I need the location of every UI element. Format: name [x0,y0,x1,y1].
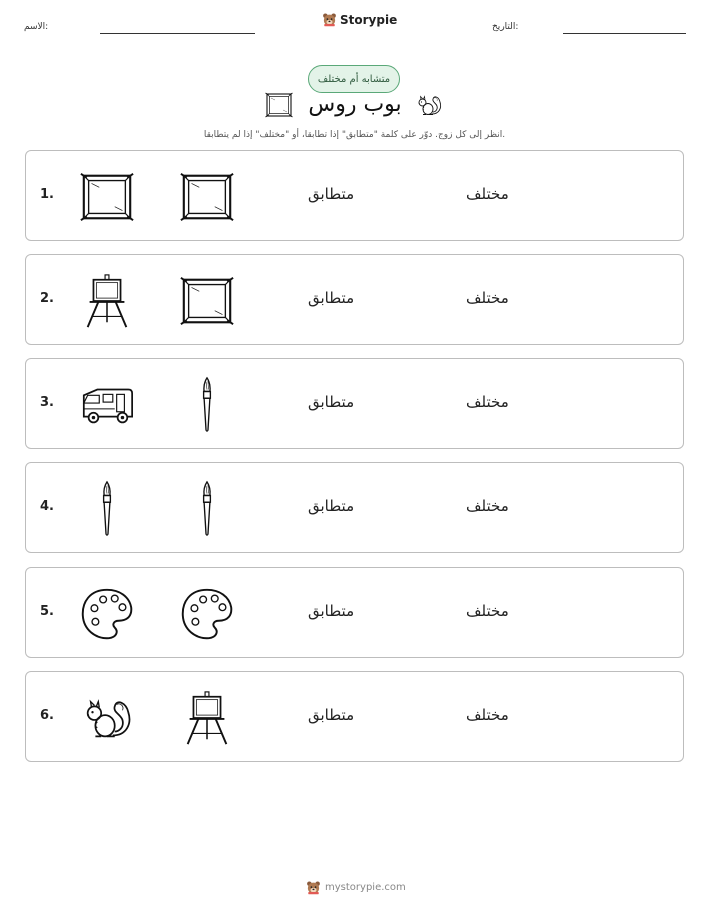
name-line[interactable] [100,33,255,34]
question-row-1 [25,150,684,241]
option-different[interactable]: مختلف [466,602,509,620]
question-row-2 [25,254,684,345]
option-same[interactable]: متطابق [308,393,355,411]
storypie-logo [322,12,397,27]
question-number: 2. [40,291,54,306]
paintbrush-icon [178,376,236,434]
date-label: التاريخ: [492,22,519,32]
footer [306,880,406,895]
question-number: 1. [40,187,54,202]
option-different[interactable]: مختلف [466,497,509,515]
name-label: الاسم: [24,22,49,32]
question-number: 4. [40,499,54,514]
palette-icon [78,585,136,643]
question-number: 5. [40,604,54,619]
palette-icon [178,585,236,643]
option-different[interactable]: مختلف [466,393,509,411]
paintbrush-icon [78,480,136,538]
instructions: انظر إلى كل زوج. دوّر على كلمة "متطابق" إذا تطابقا، أو "مختلف" إذا لم يتطابقا. [203,130,506,140]
paintbrush-icon [178,480,236,538]
question-row-6 [25,671,684,762]
page-title: بوب روس [308,92,402,117]
option-same[interactable]: متطابق [308,602,355,620]
option-different[interactable]: مختلف [466,185,509,203]
footer-site[interactable]: mystorypie.com [325,882,406,893]
squirrel-icon [78,689,136,747]
question-row-5 [25,567,684,658]
option-different[interactable]: مختلف [466,706,509,724]
date-line[interactable] [563,33,686,34]
option-same[interactable]: متطابق [308,289,355,307]
frame-icon [178,168,236,226]
easel-icon [78,272,136,330]
frame-title-icon [264,90,294,120]
option-same[interactable]: متطابق [308,706,355,724]
question-number: 3. [40,395,54,410]
question-number: 6. [40,708,54,723]
option-different[interactable]: مختلف [466,289,509,307]
easel-icon [178,689,236,747]
option-same[interactable]: متطابق [308,185,355,203]
bear-mascot-icon [306,880,321,895]
brand-name: Storypie [340,12,398,27]
frame-icon [178,272,236,330]
camper-van-icon [78,376,136,434]
topic-badge: متشابه أم مختلف [308,65,400,93]
frame-icon [78,168,136,226]
option-same[interactable]: متطابق [308,497,355,515]
bear-mascot-icon [322,12,337,27]
question-row-4 [25,462,684,553]
squirrel-title-icon [414,90,444,120]
question-row-3 [25,358,684,449]
